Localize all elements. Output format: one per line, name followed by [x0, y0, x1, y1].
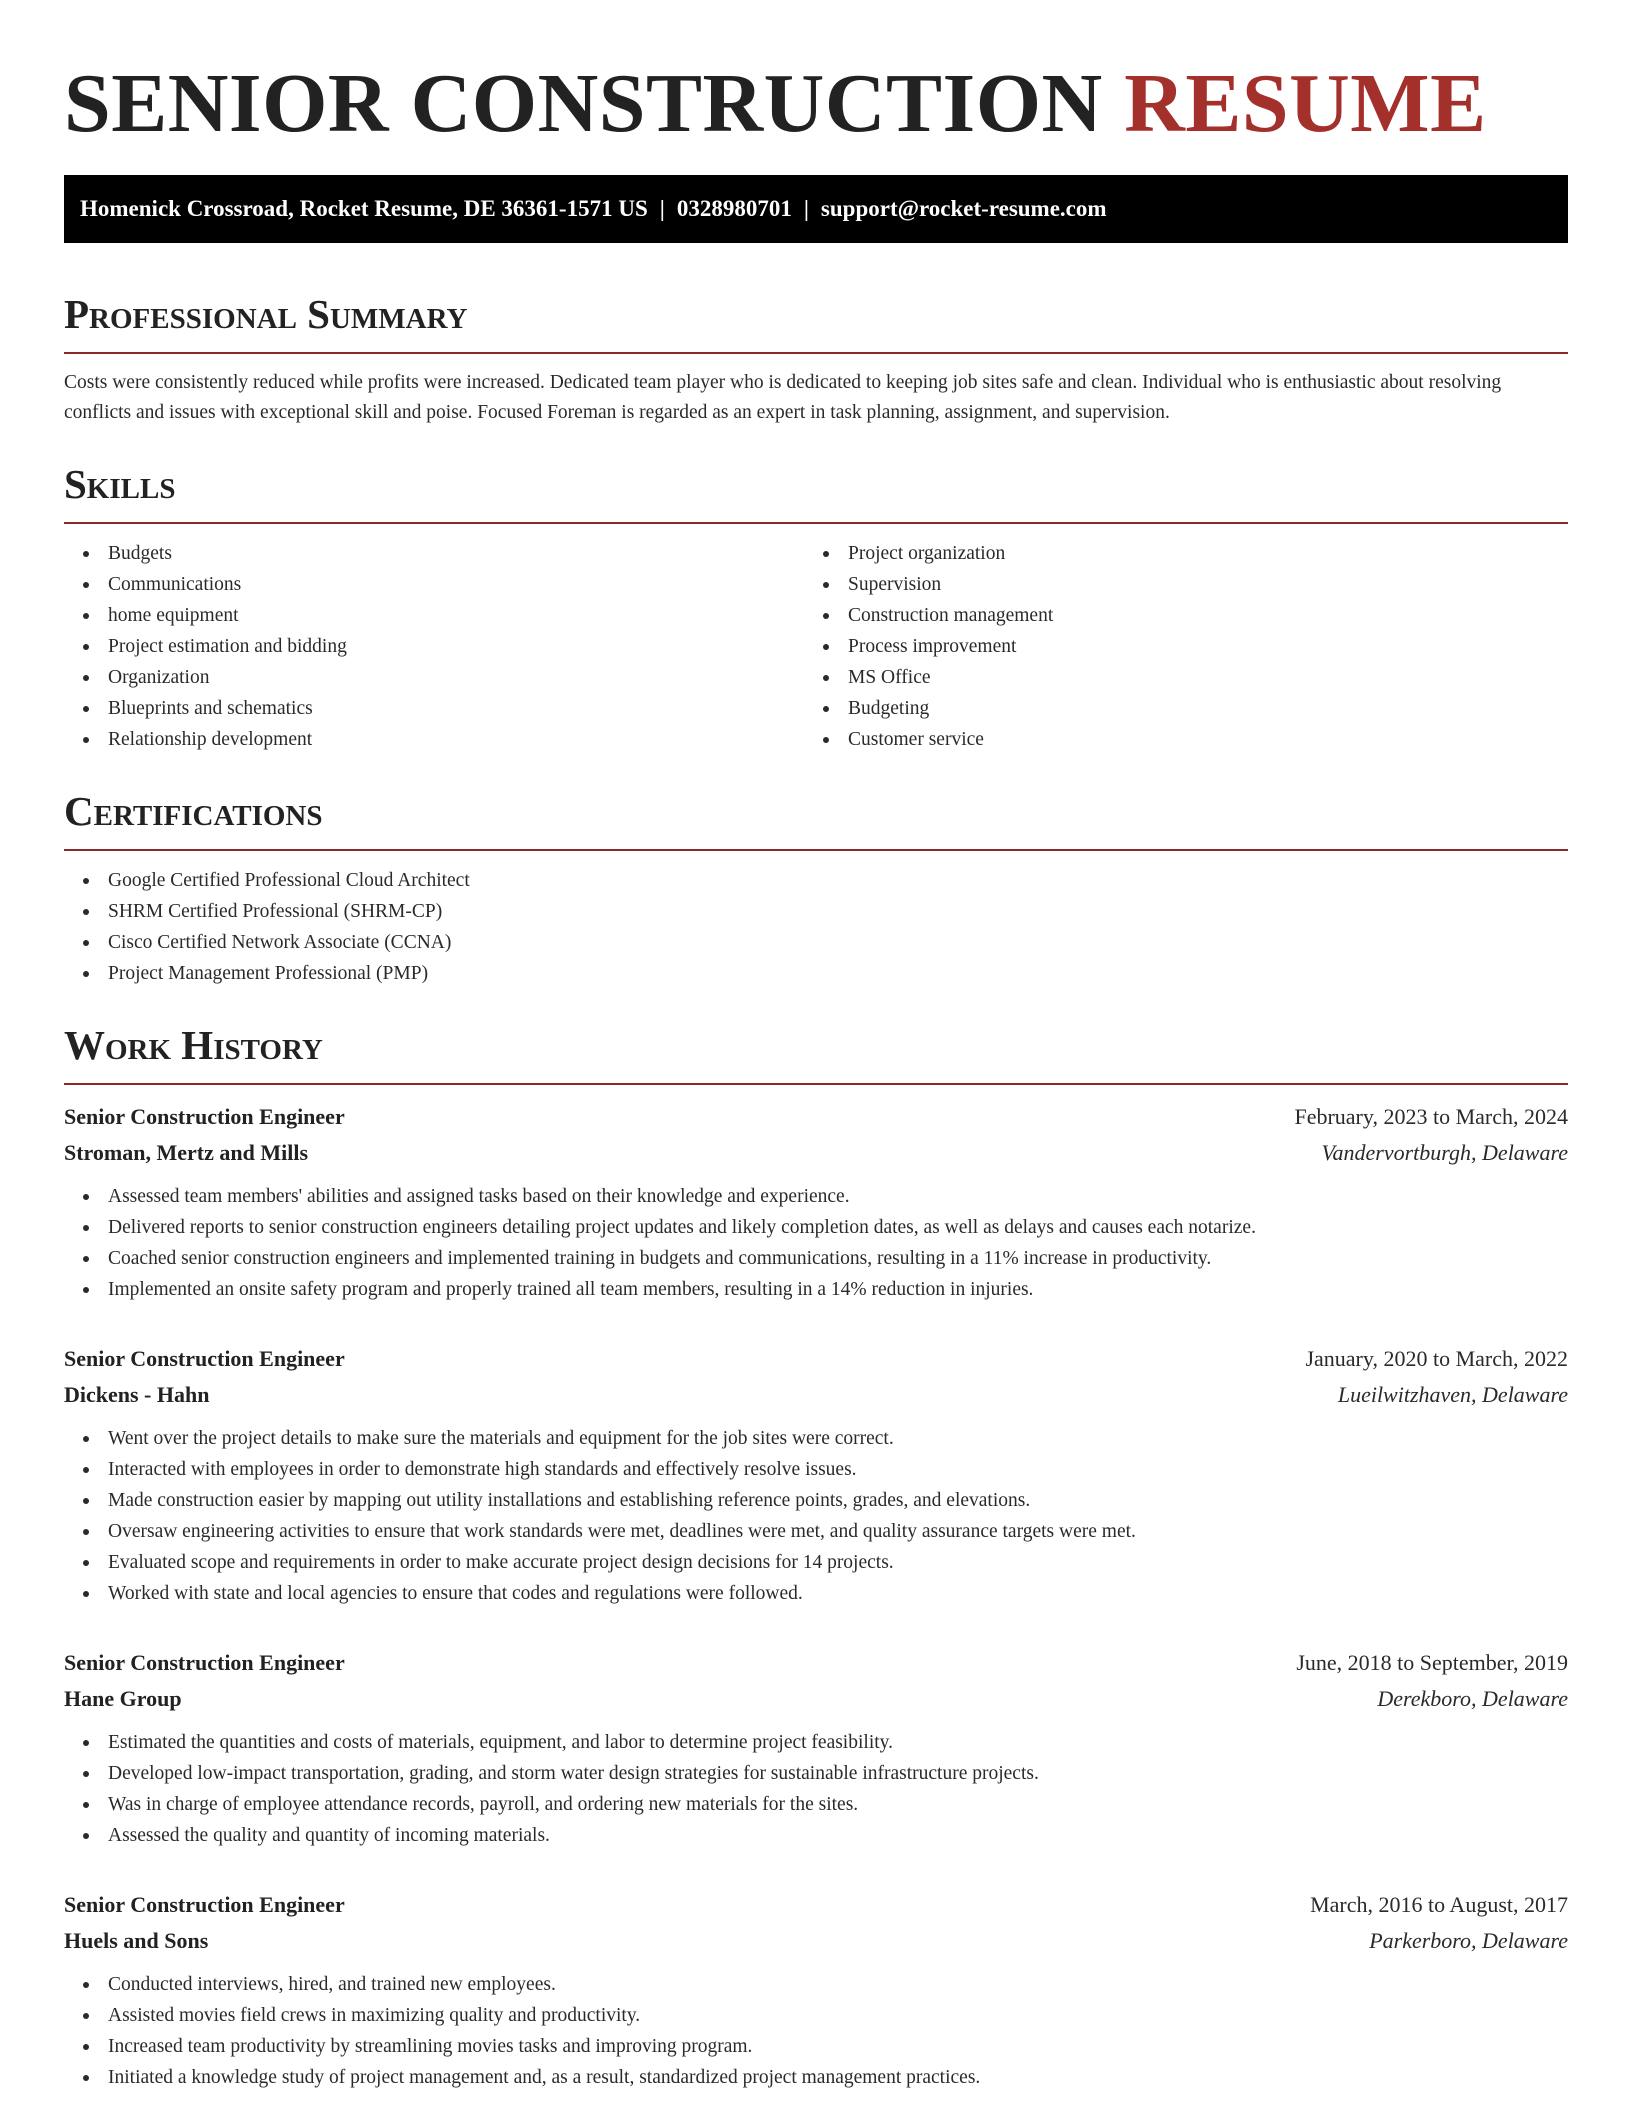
- list-item: Increased team productivity by streamlining movies tasks and improving program.: [64, 2031, 1568, 2062]
- job-header-row: [64, 1887, 1568, 1923]
- list-item: Project estimation and bidding: [64, 631, 804, 662]
- section-divider: [64, 1083, 1568, 1085]
- list-item: Budgeting: [804, 693, 1544, 724]
- list-item: Initiated a knowledge study of project management and, as a result, standardized project management practices.: [64, 2062, 1568, 2093]
- list-item: Oversaw engineering activities to ensure that work standards were met, deadlines were met, and quality assurance targets were met.: [64, 1516, 1568, 1547]
- list-item: Evaluated scope and requirements in order to make accurate project design decisions for 14 projects.: [64, 1547, 1568, 1578]
- skills-right-list: [804, 538, 1544, 755]
- section-heading: Certifications: [64, 788, 323, 834]
- list-item: Was in charge of employee attendance records, payroll, and ordering new materials for the sites.: [64, 1789, 1568, 1820]
- section-heading: Professional Summary: [64, 291, 468, 337]
- list-item: Worked with state and local agencies to ensure that codes and regulations were followed.: [64, 1578, 1568, 1609]
- job-company-row: [64, 1681, 1568, 1717]
- section-heading: Skills: [64, 461, 176, 507]
- job-location: Derekboro, Delaware: [1377, 1686, 1568, 1711]
- list-item: MS Office: [804, 662, 1544, 693]
- job-entry: [64, 1341, 1568, 1609]
- job-bullets: [64, 1969, 1568, 2093]
- list-item: Went over the project details to make sure the materials and equipment for the job sites were correct.: [64, 1423, 1568, 1454]
- list-item: Project Management Professional (PMP): [64, 958, 1568, 989]
- list-item: Assessed team members' abilities and assigned tasks based on their knowledge and experience.: [64, 1181, 1568, 1212]
- list-item: Customer service: [804, 724, 1544, 755]
- job-entry: [64, 1099, 1568, 1305]
- contact-bar: [64, 175, 1568, 243]
- list-item: Supervision: [804, 569, 1544, 600]
- section-divider: [64, 522, 1568, 524]
- list-item: Interacted with employees in order to demonstrate high standards and effectively resolve issues.: [64, 1454, 1568, 1485]
- job-company: Dickens - Hahn: [64, 1382, 210, 1407]
- job-company: Huels and Sons: [64, 1928, 209, 1953]
- job-title: Senior Construction Engineer: [64, 1346, 345, 1371]
- summary-section: [64, 286, 1568, 428]
- title-accent: RESUME: [1124, 57, 1487, 150]
- list-item: Process improvement: [804, 631, 1544, 662]
- contact-phone[interactable]: 0328980701: [676, 196, 792, 221]
- job-dates: March, 2016 to August, 2017: [1310, 1892, 1568, 1917]
- summary-text: Costs were consistently reduced while profits were increased. Dedicated team player who is dedicated to keeping job sites safe and clean. Individual who is enthusiastic about resolving conflicts and issues with exceptional skill and poise. Focused Foreman is regarded as an expert in task planning, assignment, and supervision.: [64, 372, 1502, 423]
- contact-address: Homenick Crossroad, Rocket Resume, DE 36361-1571 US: [80, 196, 648, 221]
- job-entry: [64, 1645, 1568, 1851]
- contact-separator: |: [803, 196, 809, 221]
- skills-left-list: [64, 538, 804, 755]
- section-divider: [64, 352, 1568, 354]
- job-title: Senior Construction Engineer: [64, 1104, 345, 1129]
- list-item: Made construction easier by mapping out utility installations and establishing reference points, grades, and elevations.: [64, 1485, 1568, 1516]
- list-item: Relationship development: [64, 724, 804, 755]
- list-item: Communications: [64, 569, 804, 600]
- job-company-row: [64, 1923, 1568, 1959]
- contact-email[interactable]: support@rocket-resume.com: [820, 196, 1107, 221]
- job-title: Senior Construction Engineer: [64, 1892, 345, 1917]
- job-dates: June, 2018 to September, 2019: [1296, 1650, 1568, 1675]
- section-heading: Work History: [64, 1022, 323, 1068]
- list-item: Organization: [64, 662, 804, 693]
- job-header-row: [64, 1341, 1568, 1377]
- job-header-row: [64, 1099, 1568, 1135]
- list-item: Construction management: [804, 600, 1544, 631]
- skills-section: [64, 456, 1568, 755]
- job-location: Lueilwitzhaven, Delaware: [1337, 1382, 1568, 1407]
- job-header-row: [64, 1645, 1568, 1681]
- list-item: Assisted movies field crews in maximizing quality and productivity.: [64, 2000, 1568, 2031]
- job-bullets: [64, 1423, 1568, 1609]
- title-main: SENIOR CONSTRUCTION: [64, 57, 1103, 150]
- certifications-section: [64, 783, 1568, 989]
- job-title: Senior Construction Engineer: [64, 1650, 345, 1675]
- list-item: Project organization: [804, 538, 1544, 569]
- job-company-row: [64, 1377, 1568, 1413]
- job-bullets: [64, 1727, 1568, 1851]
- skills-grid: [64, 538, 1568, 755]
- job-location: Vandervortburgh, Delaware: [1321, 1140, 1568, 1165]
- section-divider: [64, 849, 1568, 851]
- certifications-list: [64, 865, 1568, 989]
- resume-title: [64, 56, 1568, 152]
- list-item: Budgets: [64, 538, 804, 569]
- list-item: Implemented an onsite safety program and properly trained all team members, resulting in a 14% reduction in injuries.: [64, 1274, 1568, 1305]
- list-item: Developed low-impact transportation, grading, and storm water design strategies for sustainable infrastructure projects.: [64, 1758, 1568, 1789]
- contact-separator: |: [659, 196, 665, 221]
- list-item: Blueprints and schematics: [64, 693, 804, 724]
- job-company: Hane Group: [64, 1686, 182, 1711]
- job-company-row: [64, 1135, 1568, 1171]
- list-item: Estimated the quantities and costs of materials, equipment, and labor to determine project feasibility.: [64, 1727, 1568, 1758]
- list-item: Cisco Certified Network Associate (CCNA): [64, 927, 1568, 958]
- job-company: Stroman, Mertz and Mills: [64, 1140, 309, 1165]
- work-history-section: [64, 1017, 1568, 2093]
- list-item: home equipment: [64, 600, 804, 631]
- list-item: Coached senior construction engineers and implemented training in budgets and communications, resulting in a 11% increase in productivity.: [64, 1243, 1568, 1274]
- job-location: Parkerboro, Delaware: [1369, 1928, 1568, 1953]
- job-dates: February, 2023 to March, 2024: [1294, 1104, 1568, 1129]
- list-item: Conducted interviews, hired, and trained new employees.: [64, 1969, 1568, 2000]
- job-entry: [64, 1887, 1568, 2093]
- job-dates: January, 2020 to March, 2022: [1305, 1346, 1568, 1371]
- list-item: SHRM Certified Professional (SHRM-CP): [64, 896, 1568, 927]
- list-item: Delivered reports to senior construction engineers detailing project updates and likely completion dates, as well as delays and causes each notarize.: [64, 1212, 1568, 1243]
- job-bullets: [64, 1181, 1568, 1305]
- list-item: Assessed the quality and quantity of incoming materials.: [64, 1820, 1568, 1851]
- list-item: Google Certified Professional Cloud Architect: [64, 865, 1568, 896]
